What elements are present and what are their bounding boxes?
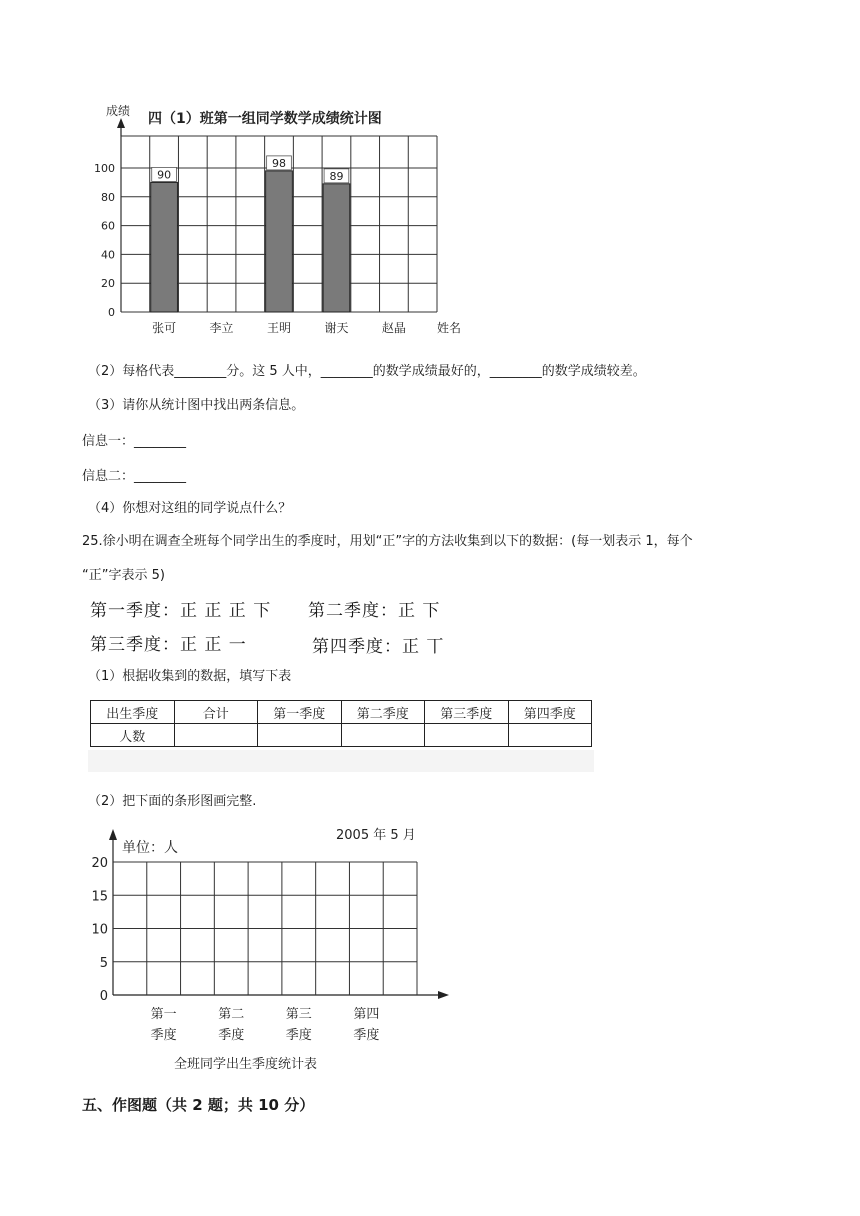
table-cell	[508, 724, 592, 747]
chart1-data-label: 98	[272, 156, 286, 170]
chart2-x-tick-label: 季度	[285, 1028, 312, 1043]
table-header: 第二季度	[341, 701, 425, 724]
table-shadow	[88, 750, 594, 772]
table-cell	[174, 724, 258, 747]
question-2: （2）每格代表________分。这 5 人中，________的数学成绩最好的，________的数学成绩较差。	[88, 364, 646, 379]
question-25-line2: “正”字表示 5)	[82, 568, 165, 583]
chart2-x-ticks	[151, 1007, 380, 1043]
chart1-bar	[266, 171, 293, 312]
chart1-y-arrow	[117, 118, 125, 128]
tally-q4: 第四季度：正 丅	[312, 637, 445, 657]
chart1-ylabel: 成绩	[106, 104, 131, 118]
chart2-date: 2005 年 5 月	[336, 828, 416, 843]
question-25-2: （2）把下面的条形图画完整.	[88, 794, 257, 809]
chart1-y-tick-label: 100	[94, 162, 115, 175]
chart2-x-tick-label: 季度	[218, 1028, 245, 1043]
chart1-y-tick-label: 20	[101, 277, 115, 291]
chart1-data-label: 90	[157, 168, 172, 182]
chart2-y-tick-label: 10	[91, 922, 108, 938]
table-header: 第一季度	[258, 701, 342, 724]
chart1-bars	[151, 156, 350, 312]
table-row	[91, 724, 592, 747]
table-header-row	[91, 701, 592, 724]
chart1-y-ticks	[94, 162, 115, 319]
chart2-y-ticks	[91, 856, 108, 1004]
chart2-y-tick-label: 0	[99, 989, 108, 1004]
table-row-label: 人数	[91, 724, 175, 747]
chart1-x-tick-label: 王明	[266, 321, 292, 335]
chart1-y-tick-label: 80	[101, 190, 115, 204]
chart1-xlabel: 姓名	[437, 321, 462, 335]
chart1-bar	[323, 184, 350, 312]
table-header: 出生季度	[91, 701, 175, 724]
score-bar-chart	[80, 96, 480, 346]
chart2-y-tick-label: 5	[99, 955, 108, 971]
chart1-x-tick-label: 李立	[209, 321, 234, 335]
question-3: （3）请你从统计图中找出两条信息。	[88, 398, 305, 413]
chart2-x-tick-label: 第三	[285, 1007, 312, 1022]
info-one: 信息一：________	[82, 434, 187, 449]
chart1-x-ticks	[152, 320, 406, 335]
chart2-y-arrow	[109, 829, 117, 840]
tally-q1: 第一季度：正 正 正 下	[90, 601, 272, 621]
chart1-y-tick-label: 40	[101, 248, 115, 262]
chart2-unit: 单位：人	[122, 840, 178, 856]
chart1-y-tick-label: 0	[108, 306, 115, 319]
chart1-x-tick-label: 张可	[152, 321, 177, 335]
chart1-data-label: 89	[329, 169, 344, 183]
chart2-y-tick-label: 20	[91, 856, 108, 871]
chart1-x-tick-label: 赵晶	[381, 321, 406, 335]
chart1-bar	[151, 182, 178, 312]
chart2-caption: 全班同学出生季度统计表	[174, 1057, 318, 1072]
question-25-line1: 25.徐小明在调查全班每个同学出生的季度时，用划“正”字的方法收集到以下的数据：(每一划表示 1，每个	[82, 534, 693, 549]
chart1-title: 四（1）班第一组同学数学成绩统计图	[148, 111, 382, 127]
chart2-x-tick-label: 第一	[150, 1007, 177, 1022]
chart2-x-tick-label: 季度	[353, 1028, 380, 1043]
tally-q3: 第三季度：正 正 一	[90, 635, 247, 655]
chart1-x-tick-label: 谢天	[324, 321, 349, 335]
table-header: 第四季度	[508, 701, 592, 724]
question-25-1: （1）根据收集到的数据，填写下表	[88, 669, 292, 684]
chart2-y-tick-label: 15	[91, 889, 108, 905]
question-4: （4）你想对这组的同学说点什么？	[88, 501, 292, 516]
tally-q2: 第二季度：正 下	[308, 601, 441, 621]
chart2-x-tick-label: 第二	[218, 1007, 245, 1022]
chart1-y-tick-label: 60	[101, 219, 115, 233]
chart2-grid	[113, 862, 417, 995]
chart2-x-tick-label: 第四	[353, 1007, 380, 1022]
chart2-x-tick-label: 季度	[150, 1028, 177, 1043]
birth-quarter-chart	[80, 820, 460, 1075]
section-5-heading: 五、作图题（共 2 题；共 10 分）	[82, 1096, 315, 1114]
table-cell	[425, 724, 509, 747]
birth-quarter-table	[90, 700, 592, 747]
table-header: 第三季度	[425, 701, 509, 724]
table-cell	[258, 724, 342, 747]
info-two: 信息二：________	[82, 469, 187, 484]
table-cell	[341, 724, 425, 747]
chart2-x-arrow	[438, 991, 449, 999]
table-header: 合计	[174, 701, 258, 724]
